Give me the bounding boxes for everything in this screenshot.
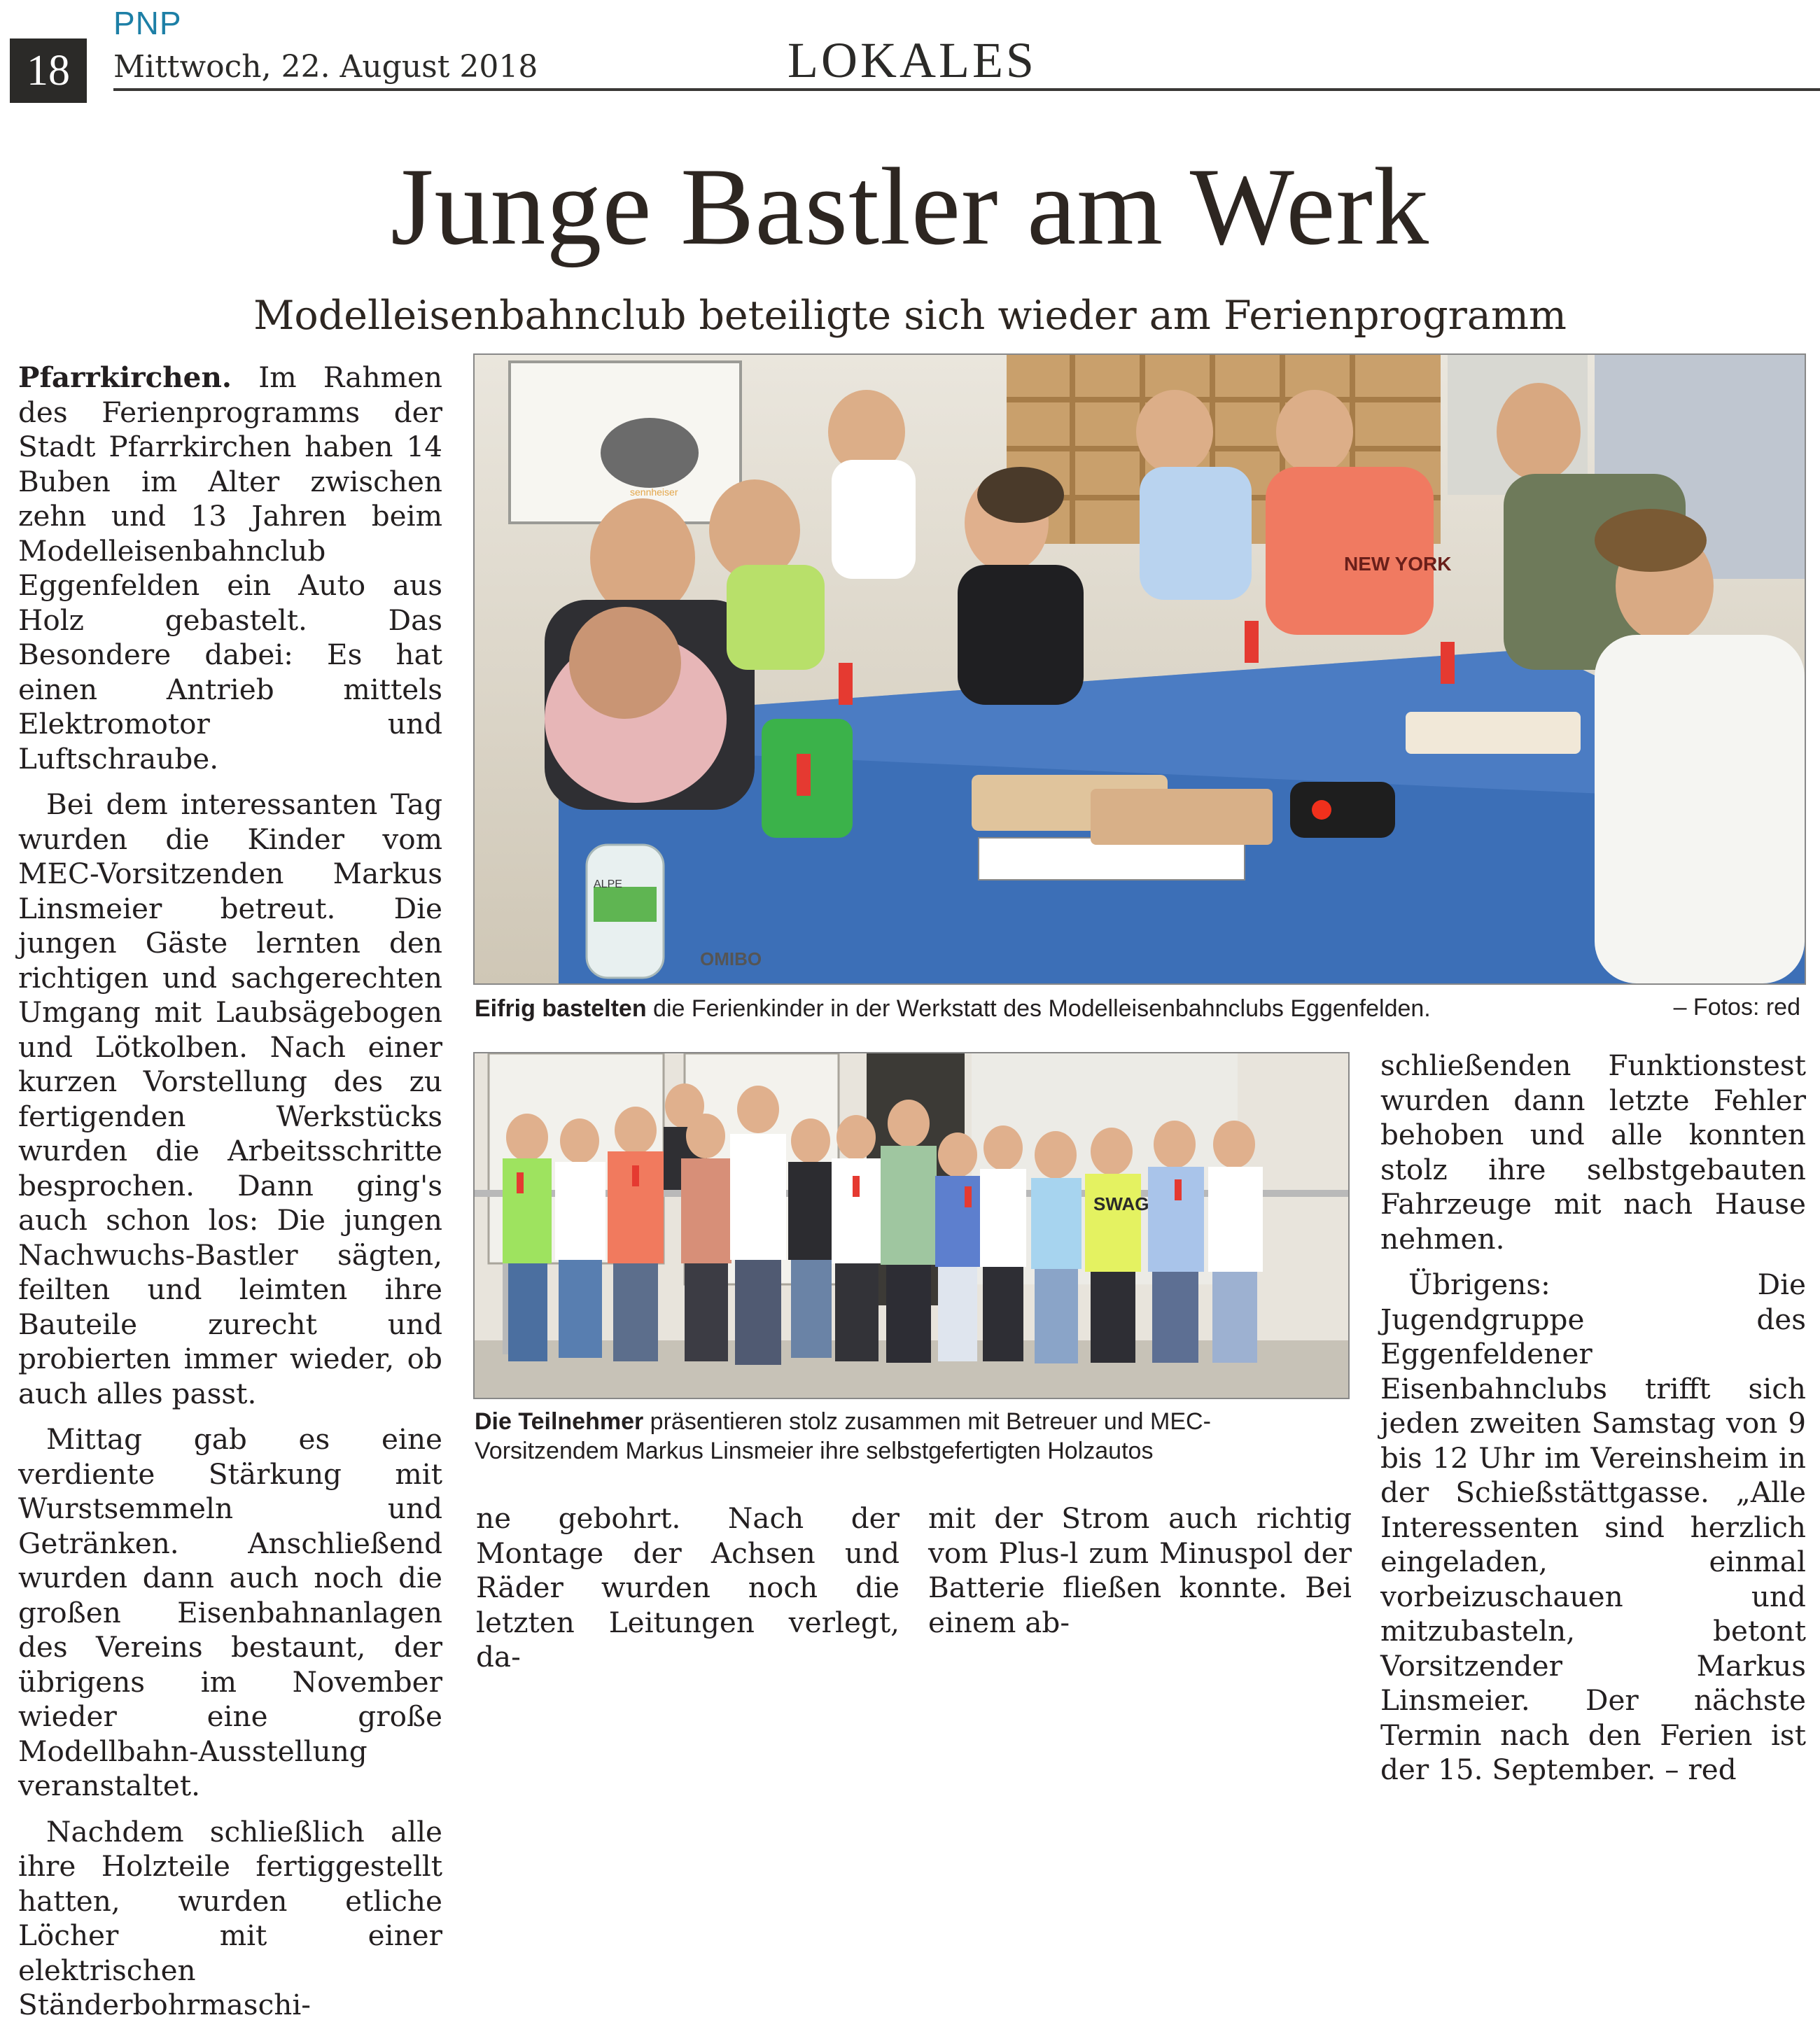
photo2-shirt-text: SWAG (1093, 1193, 1149, 1214)
article-column-4 (1380, 1048, 1806, 1799)
paragraph-text: Übrigens: Die Jugendgruppe des Eggenfeldener Eisenbahnclubs trifft sich jeden zweiten Samstag von 9 bis 12 Uhr im Vereinsheim in der Schießstättgasse. „Alle Interessenten sind herzlich eingeladen, einmal vorbeizuschauen und mitzubasteln, betont Vorsitzender Markus Linsmeier. Der nächste Termin nach den Ferien ist der 15. September. (1380, 1268, 1806, 1786)
article-column-3 (928, 1501, 1352, 1651)
caption-lead: Eifrig bastelten (475, 995, 647, 1022)
brand-logo: PNP (113, 5, 182, 41)
workshop-photo-illustration (475, 355, 1805, 983)
page-number: 18 (10, 38, 87, 103)
paragraph (1380, 1268, 1806, 1788)
paragraph: Nachdem schließlich alle ihre Holzteile fertiggestellt hatten, wurden etliche Löcher mit einer elektrischen Ständerbohrmaschi- (18, 1814, 442, 2021)
photo1-cap-text: sennheiser (630, 486, 678, 498)
subheadline: Modelleisenbahnclub beteiligte sich wieder am Ferienprogramm (253, 293, 1567, 339)
caption-text: präsentieren stolz zusammen mit Betreuer und MEC-Vorsitzendem Markus Linsmeier ihre selbstgefertigten Holzautos (475, 1408, 1211, 1464)
photo1-shirt-text: NEW YORK (1344, 553, 1452, 575)
section-title: LOKALES (788, 32, 1037, 88)
article-column-1 (18, 360, 442, 2034)
issue-date: Mittwoch, 22. August 2018 (113, 49, 538, 85)
paragraph: mit der Strom auch richtig vom Plus-l zum Minuspol der Batterie fließen konnte. Bei einem ab- (928, 1501, 1352, 1639)
paragraph: ne gebohrt. Nach der Montage der Achsen und Räder wurden noch die letzten Leitungen verlegt, da- (476, 1501, 899, 1674)
photo-caption-2 (475, 1407, 1350, 1466)
paragraph: schließenden Funktionstest wurden dann letzte Fehler behoben und alle konnten stolz ihre selbstgebauten Fahrzeuge mit nach Hause nehmen. (1380, 1048, 1806, 1256)
caption-text: die Ferienkinder in der Werkstatt des Modelleisenbahnclubs Eggenfelden. (646, 995, 1431, 1022)
photo-caption-1 (475, 994, 1798, 1023)
workshop-photo (473, 353, 1806, 985)
caption-lead: Die Teilnehmer (475, 1408, 644, 1435)
photo1-bottle-label: ALPE (594, 878, 622, 890)
author-sign: – red (1665, 1753, 1737, 1786)
photo1-sheet-text: OMIBO (700, 948, 762, 969)
paragraph: Mittag gab es eine verdiente Stärkung mit Wurstsemmeln und Getränken. Anschließend wurden dann auch noch die großen Eisenbahnanlagen des Vereins bestaunt, der übrigens im November wieder eine große Modellbahn-Ausstellung veranstaltet. (18, 1422, 442, 1802)
dateline: Pfarrkirchen. (18, 360, 232, 394)
paragraph: Bei dem interessanten Tag wurden die Kinder vom MEC-Vorsitzenden Markus Linsmeier betreut. Die jungen Gäste lernten den richtigen und sachgerechten Umgang mit Laubsägebogen und Lötkolben. Nach einer kurzen Vorstellung des zu fertigenden Werkstücks wurden die Arbeitsschritte besprochen. Dann ging's auch schon los: Die jungen Nachwuchs-Bastler sägten, feilten und leimten ihre Bauteile zurecht und probierten immer wieder, ob auch alles passt. (18, 787, 442, 1410)
group-photo-illustration (475, 1053, 1348, 1398)
paragraph (18, 360, 442, 776)
headline: Junge Bastler am Werk (390, 146, 1430, 268)
photo-credit: – Fotos: red (1673, 994, 1800, 1020)
header-rule (113, 88, 1820, 91)
group-photo (473, 1052, 1350, 1399)
article-column-2 (476, 1501, 899, 1686)
paragraph-text: Im Rahmen des Ferienprogramms der Stadt Pfarrkirchen haben 14 Buben im Alter zwischen zehn und 13 Jahren beim Modelleisenbahnclub Eggenfelden ein Auto aus Holz gebastelt. Das Besondere dabei: Es hat einen Antrieb mittels Elektromotor und Luftschraube. (18, 360, 442, 776)
